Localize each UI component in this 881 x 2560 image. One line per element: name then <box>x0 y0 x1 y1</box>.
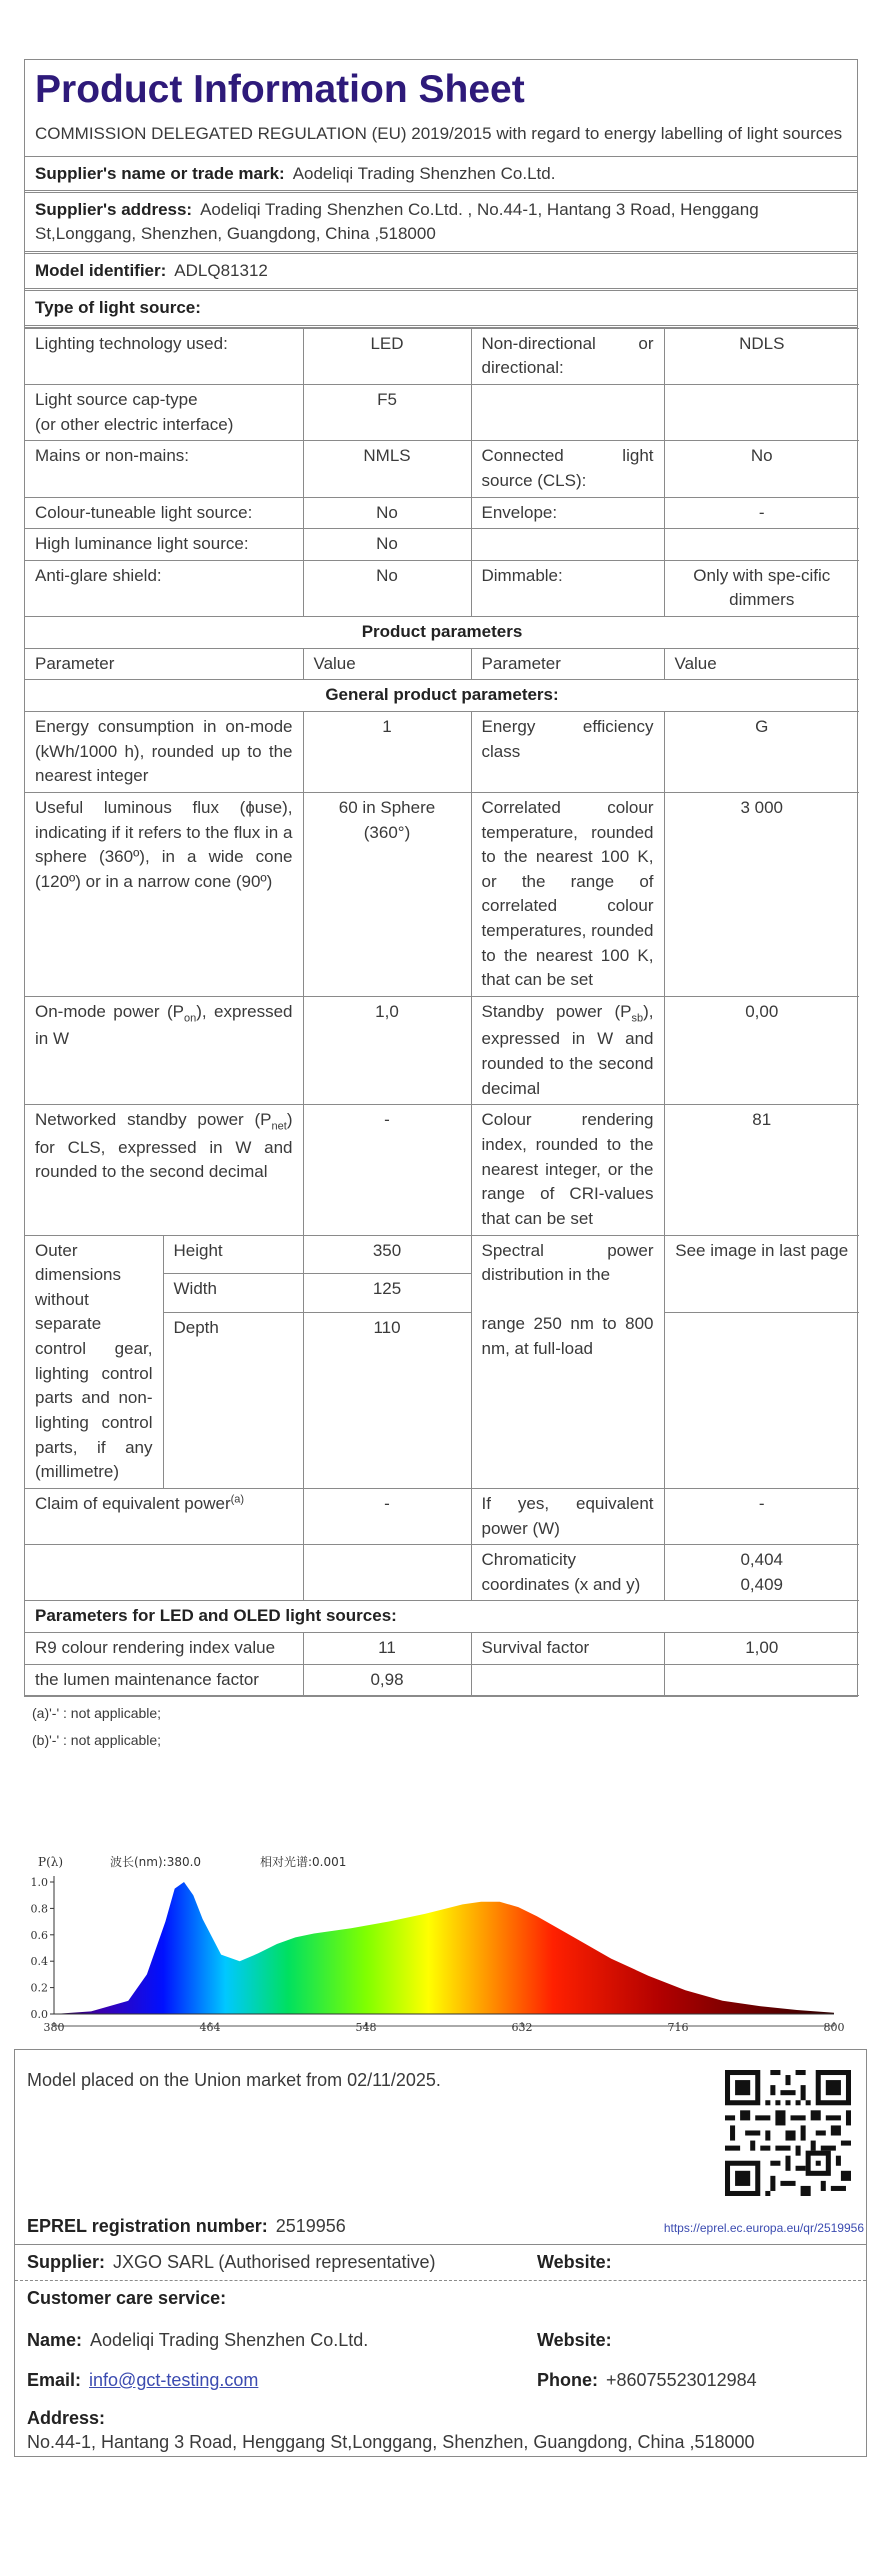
table-row <box>25 1633 859 1665</box>
empty-cell <box>664 1312 859 1488</box>
networked-standby-param <box>25 1105 303 1235</box>
value-cell: Only with spe-cific dimmers <box>664 560 859 616</box>
chromaticity-x: 0,404 <box>740 1550 784 1570</box>
table-row <box>25 1601 859 1633</box>
table-row <box>25 617 859 649</box>
eprel-info-card <box>14 2049 867 2457</box>
y-tick-label: 0.2 <box>30 1981 48 1995</box>
column-header-value: Value <box>303 648 471 680</box>
table-row <box>25 997 859 1105</box>
table-row <box>25 441 859 497</box>
customer-care-name <box>27 2330 368 2351</box>
empty-cell <box>25 1545 303 1601</box>
equivalent-power-param: If yes, equivalent power (W) <box>471 1488 664 1544</box>
standby-power-param <box>471 997 664 1105</box>
spectral-distribution-text-2: range 250 nm to 800 nm, at full-load <box>481 1314 654 1359</box>
equivalent-power-claim-value: - <box>303 1488 471 1544</box>
colour-rendering-value: 81 <box>664 1105 859 1235</box>
width-label: Width <box>163 1274 303 1313</box>
networked-standby-value: - <box>303 1105 471 1235</box>
param-cell <box>25 384 303 440</box>
standby-power-value: 0,00 <box>664 997 859 1105</box>
divider <box>15 2244 866 2245</box>
param-cell: Mains or non-mains: <box>25 441 303 497</box>
chromaticity-value <box>664 1545 859 1601</box>
regulation-subtitle: COMMISSION DELEGATED REGULATION (EU) 2019/2015 with regard to energy labelling of light sources <box>35 123 843 143</box>
supplier-name-value: Aodeliqi Trading Shenzhen Co.Ltd. <box>292 163 556 183</box>
chromaticity-y: 0,409 <box>740 1574 784 1594</box>
param-cell: Anti-glare shield: <box>25 560 303 616</box>
param-cell: Colour-tuneable light source: <box>25 497 303 529</box>
param-cell: Connected light source (CLS): <box>471 441 664 497</box>
model-identifier-value: ADLQ81312 <box>174 261 268 281</box>
x-tick-label: 632 <box>511 2021 533 2034</box>
email-link[interactable]: info@gct-testing.com <box>89 2370 259 2390</box>
supplier-label: Supplier: <box>27 2252 106 2272</box>
outer-dimensions-param: Outer dimensions without separate control gear, lighting control parts and non-lighting control parts, if any (millimetre) <box>25 1235 163 1488</box>
name-value: Aodeliqi Trading Shenzhen Co.Ltd. <box>90 2330 369 2350</box>
height-value: 350 <box>303 1235 471 1274</box>
y-tick-label: 0.4 <box>30 1955 48 1969</box>
table-row <box>25 648 859 680</box>
empty-cell <box>664 1664 859 1696</box>
value-cell: No <box>303 560 471 616</box>
customer-care-email <box>27 2370 258 2391</box>
model-identifier-label: Model identifier: <box>35 261 167 281</box>
email-label: Email: <box>27 2370 82 2390</box>
footnotes <box>32 1700 161 1753</box>
website-label: Website: <box>537 2252 612 2272</box>
networked-standby-sub: net <box>271 1120 287 1133</box>
table-row <box>25 1105 859 1235</box>
table-row <box>25 497 859 529</box>
column-header-parameter-2: Parameter <box>471 648 664 680</box>
table-row <box>25 384 859 440</box>
supplier-address-label: Supplier's address: <box>35 200 193 220</box>
energy-consumption-param: Energy consumption in on-mode (kWh/1000 h), rounded up to the nearest integer <box>25 712 303 793</box>
lumen-maintenance-param: the lumen maintenance factor <box>25 1664 303 1696</box>
supplier-name-row <box>25 157 857 194</box>
on-mode-power-value: 1,0 <box>303 997 471 1105</box>
x-tick-label: 380 <box>43 2021 65 2034</box>
equivalent-power-claim-text: Claim of equivalent power <box>35 1493 231 1513</box>
customer-care-website-label: Website: <box>537 2330 612 2350</box>
eprel-label: EPREL registration number: <box>27 2216 268 2236</box>
cap-type-sublabel: (or other electric interface) <box>35 414 234 434</box>
table-row <box>25 560 859 616</box>
table-row <box>25 1235 859 1274</box>
name-label: Name: <box>27 2330 83 2350</box>
on-mode-power-text: On-mode power (P <box>35 1002 184 1022</box>
param-cell: Envelope: <box>471 497 664 529</box>
networked-standby-text-2: ) for CLS, expressed in W and rounded to the second decimal <box>35 1110 293 1182</box>
eprel-number: 2519956 <box>275 2216 346 2236</box>
y-tick-label: 0.0 <box>30 2008 48 2021</box>
cap-type-label: Light source cap-type <box>35 389 198 409</box>
footnote-a: (a)'-' : not applicable; <box>32 1705 162 1721</box>
value-cell: NDLS <box>664 328 859 384</box>
on-mode-power-param <box>25 997 303 1105</box>
param-cell: Lighting technology used: <box>25 328 303 384</box>
title-block <box>25 60 857 157</box>
y-tick-label: 0.8 <box>30 1902 48 1916</box>
spectrum-area <box>54 1882 834 2014</box>
table-row <box>25 712 859 793</box>
energy-class-value: G <box>664 712 859 793</box>
value-cell: No <box>664 441 859 497</box>
x-tick-label: 464 <box>199 2021 221 2034</box>
chromaticity-param: Chromaticity coordinates (x and y) <box>471 1545 664 1601</box>
energy-class-param: Energy efficiency class <box>471 712 664 793</box>
equivalent-power-value: - <box>664 1488 859 1544</box>
depth-value: 110 <box>303 1312 471 1488</box>
param-cell: Non-directional or directional: <box>471 328 664 384</box>
standby-power-text: Standby power (P <box>481 1002 632 1022</box>
value-cell <box>664 384 859 440</box>
footnote-a-ref: (a) <box>230 1493 245 1506</box>
param-cell <box>471 384 664 440</box>
supplier-name-label: Supplier's name or trade mark: <box>35 163 285 183</box>
table-row <box>25 328 859 384</box>
phone-label: Phone: <box>537 2370 598 2390</box>
product-information-sheet <box>24 59 858 1697</box>
y-axis-label: P(λ) <box>38 1855 64 1869</box>
parameters-table <box>25 328 859 1697</box>
type-heading: Type of light source: <box>35 297 201 317</box>
value-cell: - <box>664 497 859 529</box>
relative-spectrum-readout: 相对光谱:0.001 <box>260 1855 347 1869</box>
colour-rendering-param: Colour rendering index, rounded to the nearest integer, or the range of CRI-values that can be set <box>471 1105 664 1235</box>
table-row <box>25 1488 859 1544</box>
table-row <box>25 529 859 561</box>
height-label: Height <box>163 1235 303 1274</box>
value-cell: No <box>303 529 471 561</box>
param-cell <box>471 529 664 561</box>
supplier-address-row <box>25 193 857 254</box>
survival-factor-param: Survival factor <box>471 1633 664 1665</box>
customer-care-phone <box>537 2370 757 2391</box>
dashed-divider <box>15 2280 866 2281</box>
param-cell: High luminance light source: <box>25 529 303 561</box>
spectral-distribution-param <box>471 1235 664 1488</box>
depth-label: Depth <box>163 1312 303 1488</box>
table-row <box>25 1545 859 1601</box>
product-parameters-heading: Product parameters <box>25 617 859 649</box>
eprel-link[interactable]: https://eprel.ec.europa.eu/qr/2519956 <box>663 2221 864 2235</box>
x-tick-label: 800 <box>823 2021 845 2034</box>
on-mode-power-text-2: ), expressed in W <box>35 1002 293 1049</box>
page-title: Product Information Sheet <box>35 68 525 111</box>
footnote-b: (b)'-' : not applicable; <box>32 1731 162 1748</box>
spectral-power-chart <box>30 1852 845 2034</box>
address-value: No.44-1, Hantang 3 Road, Henggang St,Longgang, Shenzhen, Guangdong, China ,518000 <box>27 2432 755 2452</box>
supplier-value: JXGO SARL (Authorised representative) <box>113 2252 436 2272</box>
type-heading-row <box>25 291 857 328</box>
networked-standby-text: Networked standby power (P <box>35 1110 272 1130</box>
spectral-distribution-value: See image in last page <box>664 1235 859 1312</box>
address-label: Address: <box>27 2408 106 2428</box>
value-cell: F5 <box>303 384 471 440</box>
equivalent-power-claim-param <box>25 1488 303 1544</box>
column-header-parameter: Parameter <box>25 648 303 680</box>
r9-value: 11 <box>303 1633 471 1665</box>
phone-value: +86075523012984 <box>606 2370 757 2390</box>
on-mode-power-sub: on <box>184 1012 197 1025</box>
width-value: 125 <box>303 1274 471 1313</box>
luminous-flux-param: Useful luminous flux (ɸuse), indicating if it refers to the flux in a sphere (360º), in a wide cone (120º) or in a narrow cone (90º) <box>25 792 303 996</box>
wavelength-readout: 波长(nm):380.0 <box>110 1855 202 1869</box>
column-header-value-2: Value <box>664 648 859 680</box>
colour-temperature-param: Correlated colour temperature, rounded to the nearest 100 K, or the range of correlated colour temperatures, rounded to the nearest 100 K, that can be set <box>471 792 664 996</box>
standby-power-sub: sb <box>631 1012 644 1025</box>
standby-power-text-2: ), expressed in W and rounded to the second decimal <box>481 1002 654 1098</box>
colour-temperature-value: 3 000 <box>664 792 859 996</box>
table-row <box>25 1664 859 1696</box>
eprel-registration <box>27 2216 346 2237</box>
value-cell: No <box>303 497 471 529</box>
x-tick-label: 548 <box>355 2021 377 2034</box>
value-cell <box>664 529 859 561</box>
value-cell: NMLS <box>303 441 471 497</box>
general-parameters-heading: General product parameters: <box>25 680 859 712</box>
y-tick-label: 1.0 <box>30 1876 48 1889</box>
r9-param: R9 colour rendering index value <box>25 1633 303 1665</box>
supplier-row <box>27 2252 436 2273</box>
market-placement-date: Model placed on the Union market from 02/11/2025. <box>27 2070 441 2090</box>
spectral-distribution-text: Spectral power distribution in the <box>481 1240 654 1285</box>
energy-consumption-value: 1 <box>303 712 471 793</box>
table-row <box>25 792 859 996</box>
value-cell: LED <box>303 328 471 384</box>
x-tick-label: 716 <box>667 2021 689 2034</box>
model-identifier-row <box>25 254 857 291</box>
qr-code-icon[interactable] <box>725 2070 851 2196</box>
supplier-address-value: Aodeliqi Trading Shenzhen Co.Ltd. , No.44-1, Hantang 3 Road, Henggang St,Longgang, Shenzhen, Guangdong, China ,518000 <box>35 200 759 244</box>
table-row <box>25 680 859 712</box>
y-tick-label: 0.6 <box>30 1928 48 1942</box>
lumen-maintenance-value: 0,98 <box>303 1664 471 1696</box>
param-cell: Dimmable: <box>471 560 664 616</box>
empty-cell <box>471 1664 664 1696</box>
customer-care-heading: Customer care service: <box>27 2288 227 2308</box>
survival-factor-value: 1,00 <box>664 1633 859 1665</box>
empty-cell <box>303 1545 471 1601</box>
luminous-flux-value: 60 in Sphere (360°) <box>303 792 471 996</box>
led-parameters-heading: Parameters for LED and OLED light sources: <box>25 1601 859 1633</box>
